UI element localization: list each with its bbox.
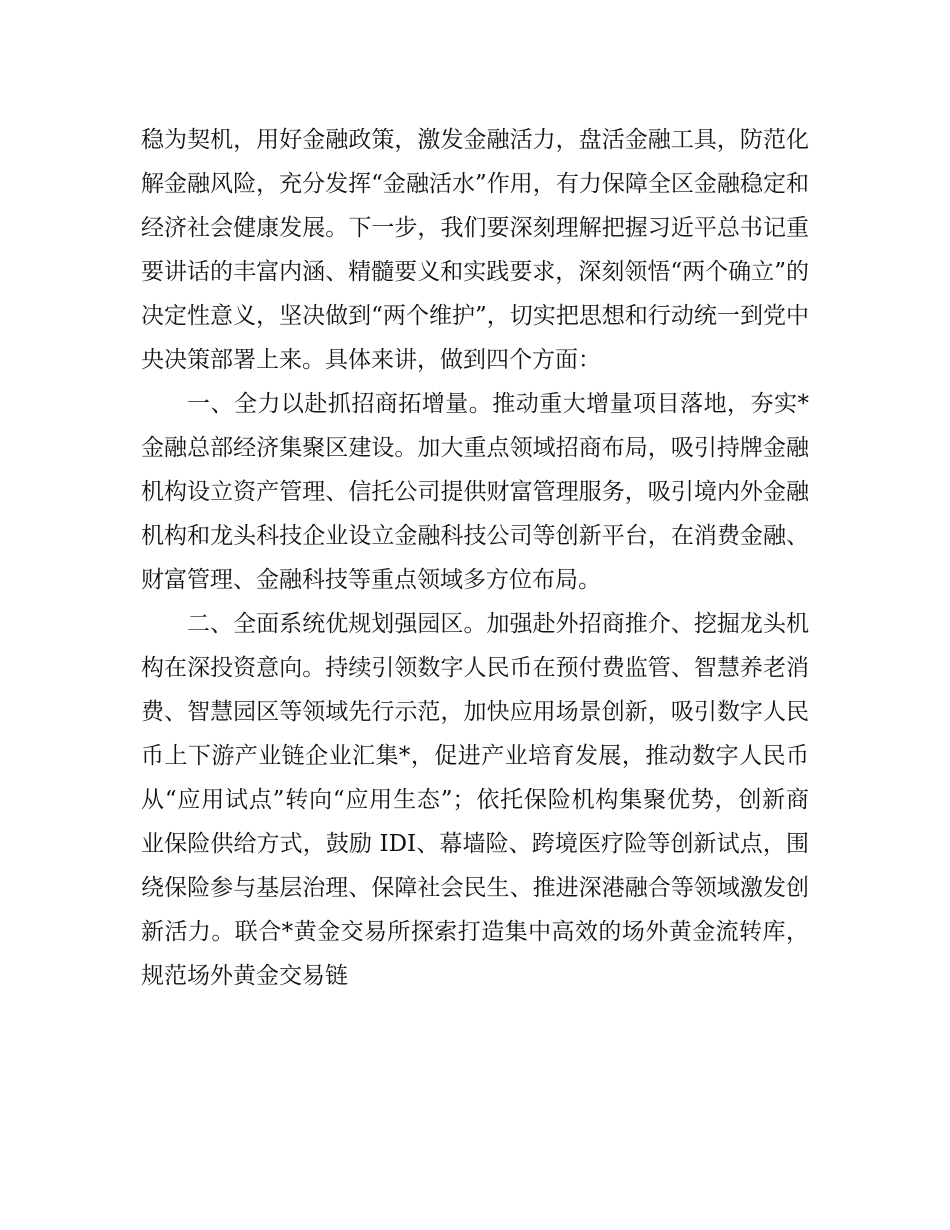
paragraph-intro: 稳为契机，用好金融政策，激发金融活力，盘活金融工具，防范化解金融风险，充分发挥“金融活水”作用，有力保障全区金融稳定和经济社会健康发展。下一步，我们要深刻理解把握习近平总书记重要讲话的丰富内涵、精髓要义和实践要求，深刻领悟“两个确立”的决定性意义，坚决做到“两个维护”，切实把思想和行动统一到党中央决策部署上来。具体来讲，做到四个方面： xyxy=(141,127,809,373)
paragraph-point-2: 二、全面系统优规划强园区。加强赴外招商推介、挖掘龙头机构在深投资意向。持续引领数字人民币在预付费监管、智慧养老消费、智慧园区等领域先行示范，加快应用场景创新，吸引数字人民币上下游产业链企业汇集*，促进产业培育发展，推动数字人民币从“应用试点”转向“应用生态”；依托保险机构集聚优势，创新商业保险供给方式，鼓励 IDI、幕墙险、跨境医疗险等创新试点，围绕保险参与基层治理、保障社会民生、推进深港融合等领域激发创新活力。联合*黄金交易所探索打造集中高效的场外黄金流转库，规范场外黄金交易链 xyxy=(141,611,809,989)
paragraph-point-1: 一、全力以赴抓招商拓增量。推动重大增量项目落地，夯实*金融总部经济集聚区建设。加大重点领域招商布局，吸引持牌金融机构设立资产管理、信托公司提供财富管理服务，吸引境内外金融机构和龙头科技企业设立金融科技公司等创新平台，在消费金融、财富管理、金融科技等重点领域多方位布局。 xyxy=(141,391,809,593)
document-body xyxy=(141,118,809,998)
